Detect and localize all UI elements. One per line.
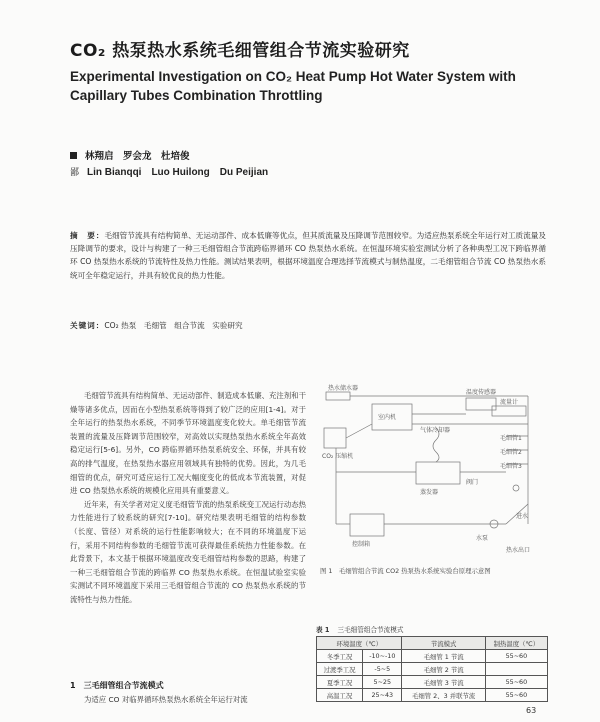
body-paragraph-1: 毛细管节流具有结构简单、无运动部件、制造成本低廉、充注剂和干燥等诸多优点，因而在小型热泵系统等得到了较广泛的应用[1-4]。对于全年运行的热泵热水系统，不同季节环境温度变化较大。单毛细管节流装置的流量及压降调节范围较窄，对高效以实现热泵热水系统全年高效稳定运行[5-6]。另外，CO 跨临界循环热泵系统安全、环保，并具有较高的排气温度，在热泵热水器应用领域具有独特的优势。因此，为几毛细管的优点，研究可适应运行工况大幅度变化的低成本节流装置，对促进 CO 热泵热水系统的规模化应用具有重要意义。 bbox=[70, 391, 306, 496]
flow-meter-box bbox=[492, 406, 526, 416]
fig-label-flow-meter: 流量计 bbox=[500, 399, 519, 406]
title-english: Experimental Investigation on CO₂ Heat Pump Hot Water System with Capillary Tubes Combination Throttling bbox=[70, 69, 516, 103]
table-cell: 过渡季工况 bbox=[317, 663, 363, 676]
table-header-cell: 环境温度（℃） bbox=[317, 637, 402, 650]
authors-chinese bbox=[70, 148, 190, 162]
body-left-column bbox=[70, 389, 306, 607]
fig-label-hot-water-out: 热水出口 bbox=[506, 547, 531, 554]
table-cell: 夏季工况 bbox=[317, 676, 363, 689]
fig-label-capillary-2: 毛细管2 bbox=[500, 449, 522, 456]
table-throttling-modes bbox=[316, 636, 548, 702]
table-cell: 55~60 bbox=[485, 650, 547, 663]
table-cell: 冬季工况 bbox=[317, 650, 363, 663]
schematic-diagram bbox=[316, 384, 548, 564]
authors-english bbox=[70, 163, 268, 178]
fig-label-valve: 阀门 bbox=[466, 479, 479, 486]
abstract-text: 毛细管节流具有结构简单、无运动部件、成本低廉等优点，但其质流量及压降调节范围较窄。为适应热泵系统全年运行对工质流量及压降调节的要求，设计与构建了一种三毛细管组合节流跨临界循环 CO 热泵热水系统。在恒温环境实验室测试分析了各种典型工况下跨临界循环 CO 热泵热水系统的节流特性及热力性能。测试结果表明，根据环境温度合理选择节流模式与制热温度，二毛细管组合节流 CO 热泵热水系统可全年稳定运行，并具有较优良的热力性能。 bbox=[70, 231, 546, 280]
compressor-box bbox=[324, 428, 346, 448]
table-row bbox=[317, 650, 548, 663]
figure-1-schematic bbox=[316, 384, 548, 564]
title-chinese: CO₂ 热泵热水系统毛细管组合节流实验研究 bbox=[70, 41, 410, 61]
table-row bbox=[317, 689, 548, 702]
fig-label-hot-water-tank: 热水储水器 bbox=[328, 385, 359, 392]
table-cell: 毛细管 1 节流 bbox=[402, 650, 485, 663]
abstract bbox=[70, 229, 546, 282]
table-cell bbox=[485, 663, 547, 676]
author-mark: 鄙 bbox=[70, 167, 80, 177]
bullet-square-icon bbox=[70, 152, 77, 159]
table-caption-number: 表 1 bbox=[316, 626, 330, 634]
evaporator-box bbox=[416, 462, 460, 484]
fig-label-capillary-3: 毛细管3 bbox=[500, 463, 522, 470]
authors-english-names: Lin Bianqqi Luo Huilong Du Peijian bbox=[87, 167, 269, 178]
fig-label-water-pump: 水泵 bbox=[476, 535, 489, 542]
table-cell: 25~43 bbox=[363, 689, 402, 702]
abstract-label: 摘 要： bbox=[70, 231, 105, 240]
fig-label-gas-cooler: 气体冷却器 bbox=[420, 427, 451, 434]
figure-caption: 图 1 毛细管组合节流 CO2 热泵热水系统实验台原理示意图 bbox=[320, 567, 491, 575]
table-cell: 高温工况 bbox=[317, 689, 363, 702]
fig-label-sensor: 温度传感器 bbox=[466, 389, 497, 396]
table-cell: 55~60 bbox=[485, 676, 547, 689]
fig-label-control-box: 控制箱 bbox=[352, 541, 371, 548]
control-box-rect bbox=[350, 514, 384, 536]
fig-label-evaporator: 蒸发器 bbox=[420, 489, 439, 496]
keywords bbox=[70, 320, 546, 331]
section-heading: 1 三毛细管组合节流模式 bbox=[70, 681, 164, 690]
authors-chinese-names: 林翔启 罗会龙 杜培俊 bbox=[85, 151, 190, 162]
keywords-label: 关键词： bbox=[70, 321, 105, 330]
fig-label-indoor-unit: 室内机 bbox=[378, 414, 397, 421]
table-row bbox=[317, 663, 548, 676]
table-header-cell: 节流模式 bbox=[402, 637, 485, 650]
body-paragraph-2: 近年来，有关学者对定义度毛细管节流的热泵系统变工况运行动态热力性能进行了较系统的研究[7-10]。研究结果表明毛细管的结构参数（长度、管径）对系统的运行性能影响较大；在不同的环境温度下运行，采用不同结构参数的毛细管节流可获得最佳系统热力性能参数。在此背景下，本文基于根据环境温度改变毛细管结构参数的思路，构建了一种三毛细管组合节流的跨临界 CO 热泵热水系统。在恒温试验室实验实测试不同环境温度下采用三毛细管组合节流的 CO 热泵热水系统的节流特性与热力性能。 bbox=[70, 499, 306, 604]
table-header-row bbox=[317, 637, 548, 650]
table-header-cell: 制热温度（℃） bbox=[485, 637, 547, 650]
fig-label-compressor: CO₂ 压缩机 bbox=[322, 453, 354, 460]
page-number: 63 bbox=[526, 706, 537, 715]
table-cell: 毛细管 2 节流 bbox=[402, 663, 485, 676]
table-caption bbox=[316, 624, 403, 634]
fig-label-capillary-1: 毛细管1 bbox=[500, 435, 522, 442]
table-cell: -10~-10 bbox=[363, 650, 402, 663]
sensor-box bbox=[466, 398, 496, 410]
table-caption-text: 三毛细管组合节流模式 bbox=[337, 626, 404, 634]
table-cell: 毛细管 2、3 并联节流 bbox=[402, 689, 485, 702]
table-cell: -5~5 bbox=[363, 663, 402, 676]
section-text: 为适应 CO 对临界循环热泵热水系统全年运行对流 bbox=[84, 695, 248, 704]
keywords-text: CO₂ 热泵 毛细管 组合节流 实验研究 bbox=[104, 321, 243, 330]
hot-water-tank-box bbox=[326, 392, 350, 400]
fig-label-water-in: 进水 bbox=[516, 513, 529, 520]
table-cell: 毛细管 3 节流 bbox=[402, 676, 485, 689]
table-row bbox=[317, 676, 548, 689]
table-cell: 55~60 bbox=[485, 689, 547, 702]
table-cell: 5~25 bbox=[363, 676, 402, 689]
